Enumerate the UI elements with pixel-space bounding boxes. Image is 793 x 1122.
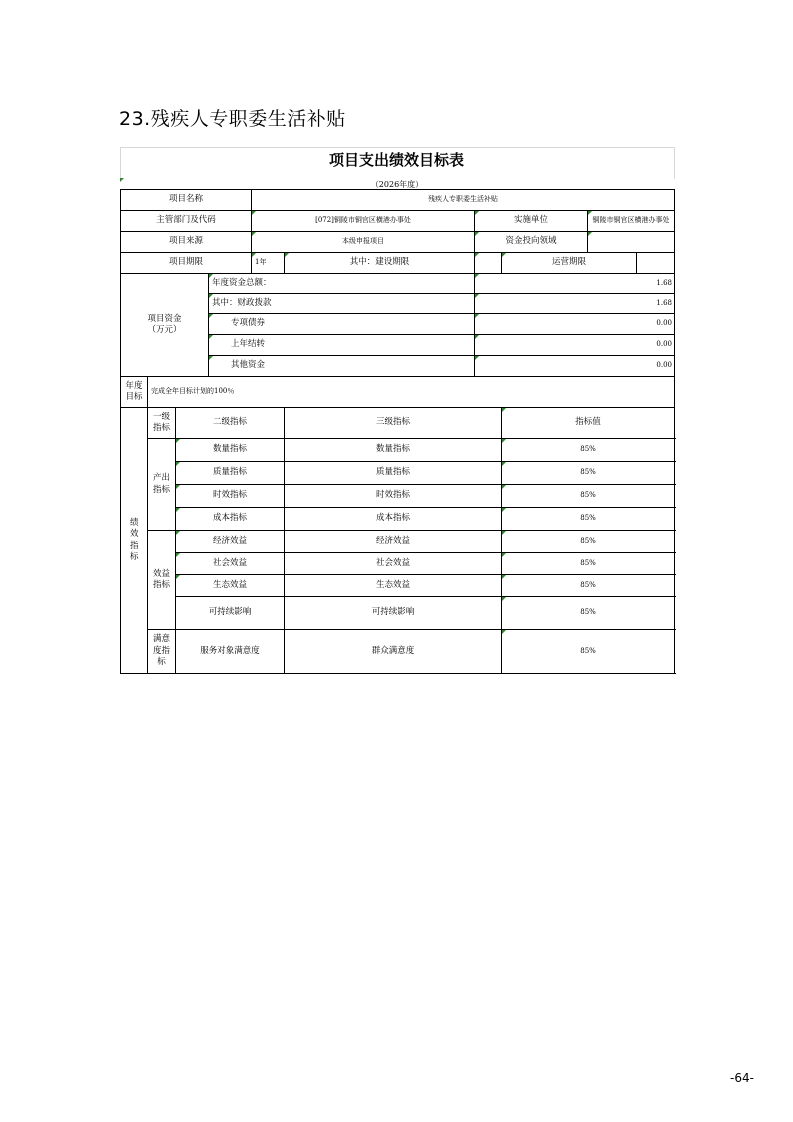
- table-row: [121, 531, 675, 553]
- perf-value: 85%: [502, 485, 675, 508]
- source-value: 本级申报项目: [252, 232, 475, 253]
- perf-l2: 时效指标: [176, 485, 285, 508]
- perf-l2: 服务对象满意度: [176, 630, 285, 674]
- perf-l2: 生态效益: [176, 575, 285, 597]
- funds-row-label: 其中：财政拨款: [209, 294, 475, 314]
- section-heading: 23.残疾人专职委生活补贴: [119, 108, 346, 130]
- project-name-value: 残疾人专职委生活补贴: [252, 190, 675, 211]
- perf-benefit-label: 效益指标: [148, 531, 176, 630]
- perf-value: 85%: [502, 508, 675, 531]
- source-label: 项目来源: [121, 232, 252, 253]
- impl-value: 铜陵市铜官区横港办事处: [588, 211, 675, 232]
- page-number: -64-: [730, 1071, 754, 1085]
- table-row: [121, 485, 675, 508]
- perf-output-label: 产出指标: [148, 439, 176, 531]
- field-value: [588, 232, 675, 253]
- funds-row-value: 0.00: [475, 356, 675, 377]
- funds-row-label: 年度资金总额：: [209, 274, 475, 294]
- perf-header-l2: 二级指标: [176, 408, 285, 439]
- perf-l3: 社会效益: [285, 553, 502, 575]
- row-funds-total: [121, 274, 675, 294]
- period-label: 项目期限: [121, 253, 252, 274]
- perf-l3: 经济效益: [285, 531, 502, 553]
- perf-header-l3: 三级指标: [285, 408, 502, 439]
- perf-value: 85%: [502, 553, 675, 575]
- perf-value: 85%: [502, 630, 675, 674]
- perf-header-value: 指标值: [502, 408, 675, 439]
- ops-label: 运营期限: [502, 253, 637, 274]
- ops-value: [637, 253, 675, 274]
- build-label: 其中：建设期限: [285, 253, 475, 274]
- funds-row-label: 专项债券: [209, 314, 475, 335]
- table-row: [121, 575, 675, 597]
- perf-l3: 成本指标: [285, 508, 502, 531]
- table-row: [121, 439, 675, 462]
- funds-row-value: 0.00: [475, 335, 675, 356]
- perf-l2: 质量指标: [176, 462, 285, 485]
- funds-row-value: 1.68: [475, 274, 675, 294]
- performance-target-form: [120, 147, 674, 689]
- form-table: [120, 189, 675, 674]
- row-department: [121, 211, 675, 232]
- impl-label: 实施单位: [475, 211, 588, 232]
- funds-row-label: 上年结转: [209, 335, 475, 356]
- dept-label: 主管部门及代码: [121, 211, 252, 232]
- table-row: [121, 597, 675, 630]
- funds-label: 项目资金 （万元）: [121, 274, 209, 377]
- row-perf-header: [121, 408, 675, 439]
- perf-l3: 群众满意度: [285, 630, 502, 674]
- perf-value: 85%: [502, 575, 675, 597]
- perf-l2: 可持续影响: [176, 597, 285, 630]
- funds-row-value: 1.68: [475, 294, 675, 314]
- table-row: [121, 462, 675, 485]
- perf-value: 85%: [502, 462, 675, 485]
- row-source: [121, 232, 675, 253]
- perf-satisfaction-label: 满意度指标: [148, 630, 176, 674]
- perf-l3: 质量指标: [285, 462, 502, 485]
- goal-label: 年度目标: [121, 377, 148, 408]
- row-period: [121, 253, 675, 274]
- perf-value: 85%: [502, 597, 675, 630]
- funds-row-label: 其他资金: [209, 356, 475, 377]
- perf-header-l1: 一级指标: [148, 408, 176, 439]
- perf-l3: 生态效益: [285, 575, 502, 597]
- perf-l2: 成本指标: [176, 508, 285, 531]
- perf-value: 85%: [502, 439, 675, 462]
- perf-l3: 可持续影响: [285, 597, 502, 630]
- perf-label: 绩效指标: [121, 408, 148, 674]
- funds-row-value: 0.00: [475, 314, 675, 335]
- perf-value: 85%: [502, 531, 675, 553]
- table-row: [121, 508, 675, 531]
- form-title: 项目支出绩效目标表: [328, 151, 464, 169]
- field-label: 资金投向领域: [475, 232, 588, 253]
- perf-l3: 数量指标: [285, 439, 502, 462]
- row-annual-goal: [121, 377, 675, 408]
- row-project-name: [121, 190, 675, 211]
- build-value: [475, 253, 502, 274]
- perf-l2: 数量指标: [176, 439, 285, 462]
- perf-l2: 社会效益: [176, 553, 285, 575]
- dept-value: [072]铜陵市铜官区横港办事处: [252, 211, 475, 232]
- table-row: [121, 630, 675, 674]
- table-row: [121, 553, 675, 575]
- form-year: （2026年度）: [370, 180, 424, 189]
- perf-l2: 经济效益: [176, 531, 285, 553]
- goal-text: 完成全年目标计划的100％: [148, 377, 675, 408]
- period-value: 1年: [252, 253, 285, 274]
- project-name-label: 项目名称: [121, 190, 252, 211]
- perf-l3: 时效指标: [285, 485, 502, 508]
